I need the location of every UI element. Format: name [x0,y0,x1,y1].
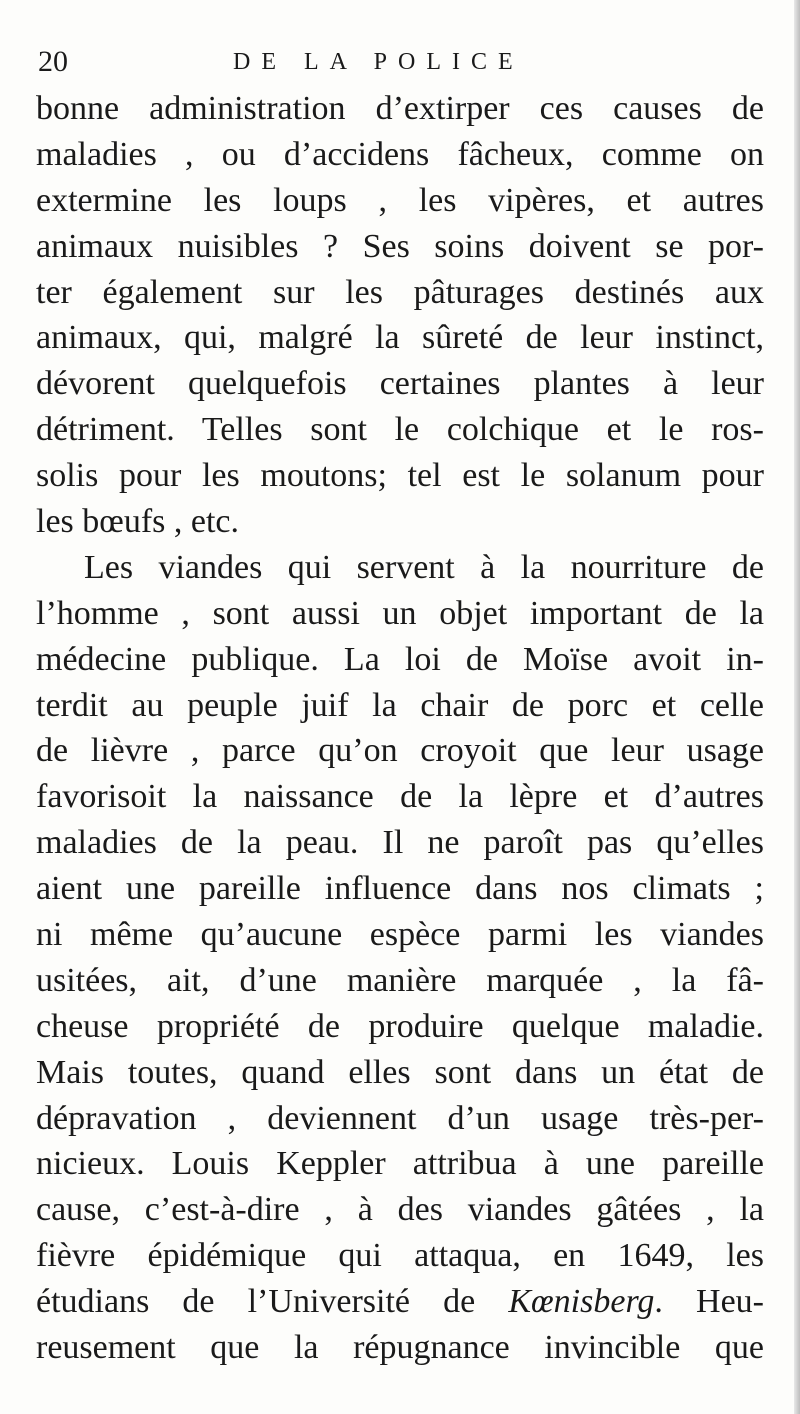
text-line: cheuse propriété de produire quelque maladie. [36,1007,764,1045]
text-line: ni même qu’aucune espèce parmi les viandes [36,916,764,954]
text-line: de lièvre , parce qu’on croyoit que leur usage [36,732,764,770]
text-line: extermine les loups , les vipères, et autres [36,181,764,219]
text-line: solis pour les moutons; tel est le solanum pour [36,457,764,495]
text-line: maladies , ou d’accidens fâcheux, comme on [36,135,764,173]
text-line: maladies de la peau. Il ne paroît pas qu’elles [36,824,764,862]
page-number: 20 [38,45,68,78]
text-line: aient une pareille influence dans nos climats ; [36,870,764,908]
text-line: nicieux. Louis Keppler attribua à une pareille [36,1145,764,1183]
text-line: animaux, qui, malgré la sûreté de leur instinct, [36,319,764,357]
text-line [36,1279,764,1325]
text-line: cause, c’est-à-dire , à des viandes gâtées , la [36,1191,764,1229]
text-line: dévorent quelquefois certaines plantes à leur [36,365,764,403]
running-title: DE LA POLICE [233,49,524,75]
text-line: dépravation , deviennent d’un usage très-per- [36,1099,764,1137]
text-line: favorisoit la naissance de la lèpre et d’autres [36,778,764,816]
text-line: détriment. Telles sont le colchique et le ros- [36,411,764,449]
italic-place-name: Kœnisberg [508,1283,655,1321]
line-segment: . Heu- [654,1283,764,1321]
text-line: médecine publique. La loi de Moïse avoit in- [36,640,764,678]
page-edge-shadow [794,0,800,1414]
text-line: Mais toutes, quand elles sont dans un état de [36,1053,764,1091]
body-text [36,86,764,1371]
text-line: terdit au peuple juif la chair de porc et celle [36,686,764,724]
running-head [38,42,778,82]
text-line: l’homme , sont aussi un objet important de la [36,594,764,632]
text-line: usitées, ait, d’une manière marquée , la fâ- [36,961,764,999]
text-line: fièvre épidémique qui attaqua, en 1649, les [36,1237,764,1275]
line-segment: étudians de l’Université de [36,1283,476,1321]
text-line: les bœufs , etc. [36,503,240,541]
text-line: ter également sur les pâturages destinés aux [36,273,764,311]
text-line: bonne administration d’extirper ces causes de [36,90,764,127]
text-line: animaux nuisibles ? Ses soins doivent se por- [36,227,764,265]
text-line: reusement que la répugnance invincible que [36,1329,764,1367]
paragraph-first-line: Les viandes qui servent à la nourriture de [84,548,764,586]
